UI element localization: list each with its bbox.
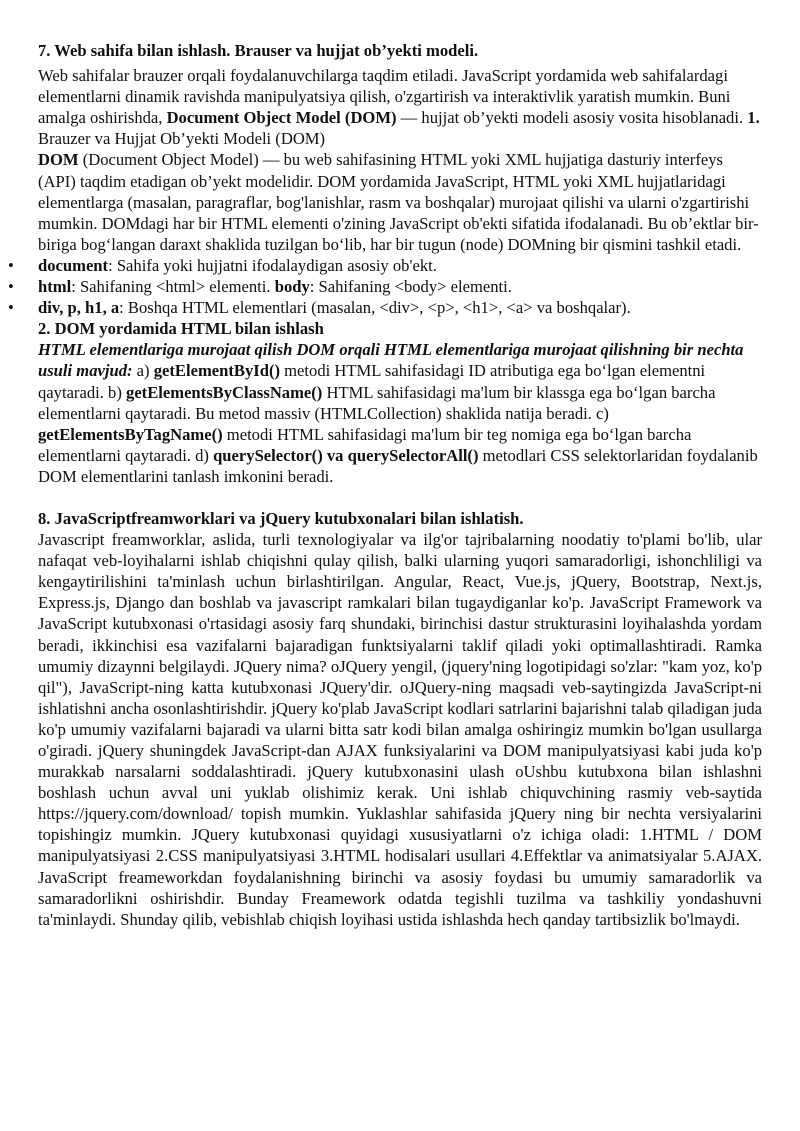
section-spacer: [38, 487, 762, 508]
list-item: [8, 255, 762, 276]
section-7-intro: [38, 65, 762, 149]
method-queryselector: querySelector() va querySelectorAll(): [213, 445, 479, 465]
list-item-term: html: [38, 277, 72, 297]
dom-objects-list: [8, 255, 762, 318]
methods-lead: HTML elementlariga murojaat qilish DOM orqali HTML elementlariga murojaat qilishning bir nechta usuli mavjud:: [38, 340, 744, 381]
method-getelementbyid: getElementById(): [153, 361, 280, 381]
method-getelementsbyclassname: getElementsByClassName(): [126, 382, 323, 402]
section-8-title: 8. JavaScriptfreamworklari va jQuery kutubxonalari bilan ishlatish.: [38, 508, 524, 528]
methods-a-marker: a): [132, 361, 154, 381]
intro-dom-term: Document Object Model (DOM): [166, 108, 397, 128]
dom-term: DOM: [38, 150, 79, 170]
intro-text-3: Brauzer va Hujjat Ob’yekti Modeli (DOM): [38, 129, 326, 149]
dom-text: (Document Object Model) — bu web sahifasining HTML yoki XML hujjatiga dasturiy interfeys (API) taqdim etadigan ob’yekt modelidir. DOM yordamida JavaScript, HTML yoki XML hujjatlaridagi elementlarga (masalan, paragraflar, bog'lanishlar, rasm va boshqalar) murojaat qilishi va ularni o'zgartirishi mumkin. DOMdagi har bir HTML elementi o'zining JavaScript ob'ekti sifatida ifodalanadi. Bu ob’ektlar bir-biriga bog‘langan daraxt shaklida tuzilgan bo‘lib, har bir tugun (node) DOMning bir qismini tashkil etadi.: [38, 150, 759, 254]
method-text: metodi HTML sahifasidagi ID atributiga ega bo‘lgan elementni qaytaradi. b): [38, 361, 706, 402]
list-item-term: document: [38, 255, 109, 275]
intro-number: 1.: [747, 108, 760, 128]
list-item-text: : Sahifaning <body> elementi.: [309, 277, 512, 297]
list-item: [8, 276, 762, 297]
method-text: HTML sahifasidagi ma'lum bir klassga ega bo‘lgan barcha elementlarni qaytaradi. Bu metod massiv (HTMLCollection) shaklida natija beradi. c): [38, 382, 716, 423]
dom-methods-paragraph: [38, 339, 762, 487]
intro-text-2: — hujjat ob’yekti modeli asosiy vosita hisoblanadi.: [396, 108, 748, 128]
method-text: metodi HTML sahifasidagi ma'lum bir teg nomiga ega bo‘lgan barcha elementlarni qaytaradi. d): [38, 424, 692, 465]
bullet-icon: •: [8, 298, 14, 318]
method-text: metodlari CSS selektorlaridan foydalanib DOM elementlarini tanlash imkonini beradi.: [38, 445, 758, 486]
list-item-text: : Sahifa yoki hujjatni ifodalaydigan asosiy ob'ekt.: [108, 255, 437, 275]
method-getelementsbytagname: getElementsByTagName(): [38, 424, 223, 444]
bullet-icon: •: [8, 255, 14, 275]
intro-text-1: Web sahifalar brauzer orqali foydalanuvchilarga taqdim etiladi. JavaScript yordamida web sahifalardagi elementlarni dinamik ravishda manipulyatsiya qilish, o'zgartirish va interaktivlik yaratish mumkin. Buni amalga oshirishda,: [38, 66, 731, 128]
dom-definition: [38, 149, 762, 254]
list-item: [8, 297, 762, 318]
section-8-body: Javascript freamworklar, aslida, turli texnologiyalar va ilg'or tajribalarning noodatiy to'plami bo'lib, ular nafaqat veb-loyihalarni ishlab chiqishni qulay qilish, balki ularning yuqori samaradorligi, ishonchliligi va kengaytirilishini ta'minlash uchun birlashtirilgan. Angular, React, Vue.js, jQuery, Bootstrap, Next.js, Express.js, Django dan boshlab va javascript ramkalari bilan tugaydiganlar ko'p. JavaScript Framework va JavaScript kutubxonasi o'rtasidagi asosiy farq shundaki, birinchisi dastur strukturasini loyihalashda yordam beradi, ikkinchisi esa vazifalarni bajaradigan funktsiyalarni taklif qiladi yoki optimallashtiradi. Ramka umumiy dizaynni belgilaydi. JQuery nima? oJQuery yengil, (jquery'ning logotipidagi so'zlar: "kam yoz, ko'p qil"), JavaScript-ning katta kutubxonasi JQuery'dir. oJQuery-ning maqsadi veb-saytingizda JavaScript-ni ishlatishni ancha osonlashtirishdir. jQuery ko'plab JavaScript kodlari satrlarini bajarishni talab qiladigan juda ko'p umumiy vazifalarni bajaradi va ularni bitta satr kodi bilan amalga oshiringiz mumkin bo'lgan usullarga o'giradi. jQuery shuningdek JavaScript-dan AJAX funksiyalarini va DOM manipulyatsiyasi kabi juda ko'p murakkab narsalarni soddalashtiradi. jQuery kutubxonasini ulash oUshbu kutubxona bilan ishlashni boshlash uchun avval uni yuklab olishimiz kerak. Uni ishlab chiquvchining rasmiy veb-saytida https://jquery.com/download/ topish mumkin. Yuklashlar sahifasida jQuery ning bir nechta versiyalarini topishingiz mumkin. JQuery kutubxonasi quyidagi xususiyatlarni o'z ichiga oladi: 1.HTML / DOM manipulyatsiyasi 2.CSS manipulyatsiyasi 3.HTML hodisalari usullari 4.Effektlar va animatsiyalar 5.AJAX. JavaScript freameworkdan foydalanishning birinchi va asosiy foydasi bu umumiy samaradorlik va samaradorlikni oshirishdir. Bunday Freamework odatda tegishli tuzilma va tashkiliy yondashuvni ta'minlaydi. Shunday qilib, vebishlab chiqish loyihasi ustida ishlashda hech qanday tartibsizlik bo'lmaydi.: [38, 530, 762, 929]
list-item-term: body: [274, 277, 310, 297]
list-item-term: div, p, h1, a: [38, 298, 120, 318]
list-item-text: : Boshqa HTML elementlari (masalan, <div>, <p>, <h1>, <a> va boshqalar).: [119, 298, 631, 318]
section-7-title: 7. Web sahifa bilan ishlash. Brauser va hujjat ob’yekti modeli.: [38, 41, 479, 60]
subsection-2-heading: 2. DOM yordamida HTML bilan ishlash: [38, 319, 324, 339]
bullet-icon: •: [8, 277, 14, 297]
subsection-2-title: [38, 318, 762, 339]
list-item-text: : Sahifaning <html> elementi.: [71, 277, 275, 297]
document-page: [8, 40, 762, 930]
